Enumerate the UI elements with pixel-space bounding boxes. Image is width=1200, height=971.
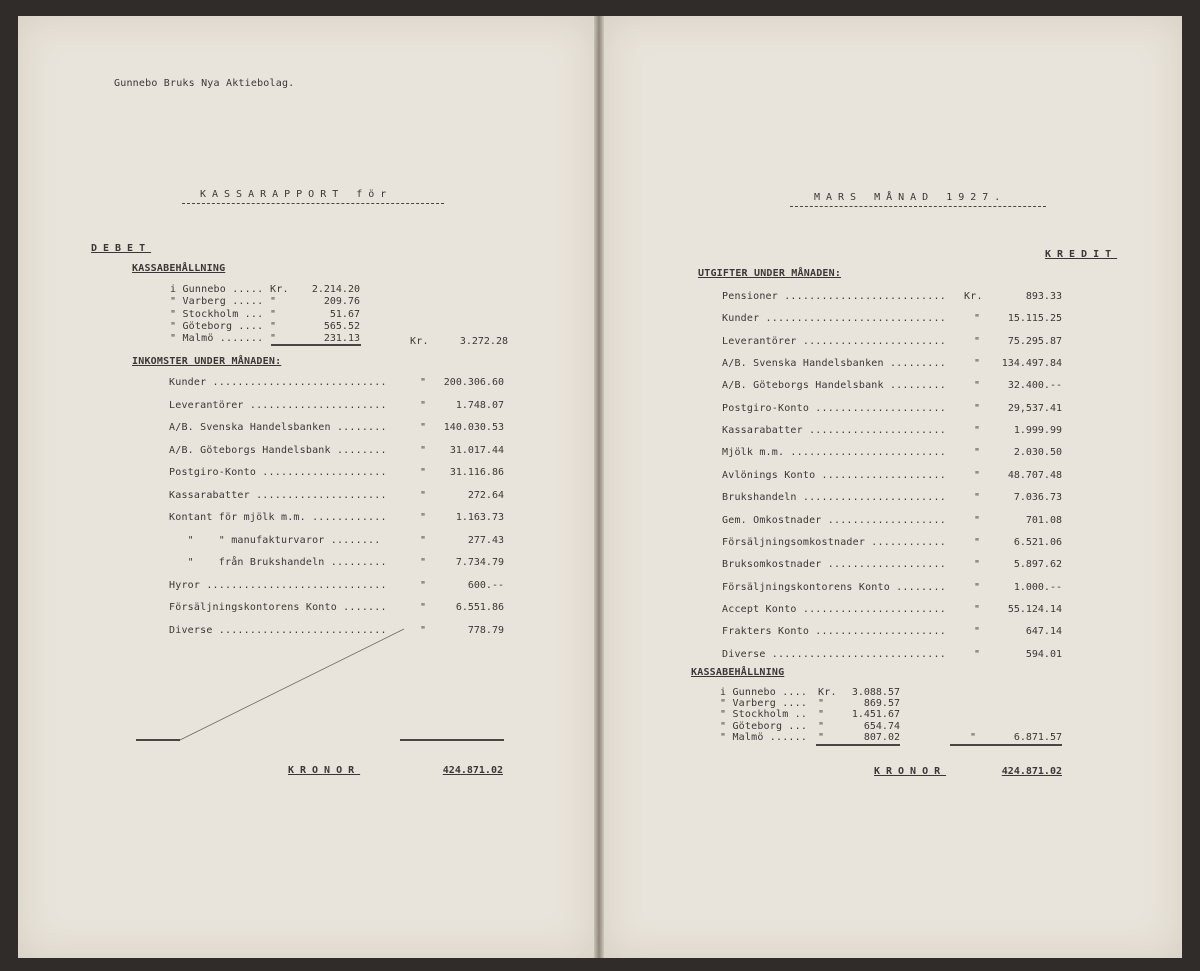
expense-row-value: 7.036.73 xyxy=(1013,492,1062,504)
closing-balance-location: " Stockholm .. xyxy=(720,709,808,721)
income-row-value: 1.748.07 xyxy=(455,399,504,411)
expense-row-value: 6.521.06 xyxy=(1013,536,1062,548)
expense-row-label: Försäljningskontorens Konto ........ xyxy=(722,581,946,593)
expense-row-label: Bruksomkostnader ................... xyxy=(722,559,946,571)
income-row-value: 6.551.86 xyxy=(455,602,504,613)
debet-heading: DEBET xyxy=(91,243,152,254)
income-row-ditto: " xyxy=(420,422,427,433)
expense-row-ditto: " xyxy=(974,313,981,325)
expense-row-ditto: " xyxy=(974,648,981,660)
expense-row-label: Postgiro-Konto ..................... xyxy=(722,402,946,414)
income-row-label: Kassarabatter ..................... xyxy=(169,489,387,501)
income-row-value: 277.43 xyxy=(467,534,504,546)
opening-balance-value: 565.52 xyxy=(323,320,360,332)
expense-row-value: 134.497.84 xyxy=(1001,358,1062,370)
expense-row-label: Avlönings Konto .................... xyxy=(722,469,946,481)
income-heading: INKOMSTER UNDER MÅNADEN: xyxy=(132,356,282,367)
expense-row-ditto: " xyxy=(974,626,981,638)
opening-total-value: 3.272.28 xyxy=(459,336,508,347)
opening-balance-value: 231.13 xyxy=(323,333,360,345)
closing-balance-prefix: " xyxy=(818,731,825,743)
opening-balance-value: 51.67 xyxy=(329,308,360,320)
opening-balance-prefix: " xyxy=(270,320,277,332)
expense-row-label: Kassarabatter ...................... xyxy=(722,425,946,437)
expense-row-value: 32.400.-- xyxy=(1007,380,1062,392)
income-row-value: 272.64 xyxy=(467,489,504,501)
left-page xyxy=(18,16,594,958)
income-row-value: 600.-- xyxy=(467,579,504,591)
opening-balance-prefix: Kr. xyxy=(270,284,289,295)
expense-row-ditto: " xyxy=(974,469,981,481)
expense-row-label: Mjölk m.m. ......................... xyxy=(722,447,946,459)
closing-balance-heading: KASSABEHÅLLNING xyxy=(691,667,785,678)
expense-row-ditto: " xyxy=(974,402,981,414)
right-page xyxy=(604,16,1182,958)
income-row-value: 7.734.79 xyxy=(455,557,504,568)
closing-balance-location: " Varberg .... xyxy=(720,698,808,710)
income-row-value: 778.79 xyxy=(467,624,504,636)
opening-balance-value: 209.76 xyxy=(323,296,360,308)
closing-total-value: 6.871.57 xyxy=(1013,732,1062,743)
company-name: Gunnebo Bruks Nya Aktiebolag. xyxy=(114,78,295,89)
opening-balance-value: 2.214.20 xyxy=(311,284,360,295)
expense-row-ditto: " xyxy=(974,358,981,370)
income-row-value: 31.116.86 xyxy=(449,467,504,478)
expense-row-label: Leverantörer ....................... xyxy=(722,335,946,347)
expense-row-label: A/B. Svenska Handelsbanken ......... xyxy=(722,358,946,370)
expense-row-label: Pensioner .......................... xyxy=(722,291,946,302)
expense-row-ditto: " xyxy=(974,492,981,504)
opening-balance-location: " Malmö ....... xyxy=(170,333,264,345)
kredit-total-label: KRONOR xyxy=(874,766,947,777)
closing-balance-prefix: " xyxy=(818,720,825,732)
income-row-label: Hyror ............................. xyxy=(169,579,387,591)
expense-row-value: 55.124.14 xyxy=(1007,603,1062,615)
closing-sum-rule-b xyxy=(950,744,1062,746)
income-row-value: 31.017.44 xyxy=(449,444,504,456)
expense-row-ditto: " xyxy=(974,514,981,526)
expense-row-ditto: " xyxy=(974,603,981,615)
income-row-ditto: " xyxy=(420,512,427,523)
expense-row-value: 29,537.41 xyxy=(1007,402,1062,414)
expense-row-value: 647.14 xyxy=(1025,626,1062,638)
income-row-ditto: " xyxy=(420,489,427,501)
income-row-label: A/B. Svenska Handelsbanken ........ xyxy=(169,422,387,433)
expense-row-value: 48.707.48 xyxy=(1007,469,1062,481)
income-row-value: 140.030.53 xyxy=(443,422,504,433)
expense-row-value: 701.08 xyxy=(1025,514,1062,526)
income-row-label: Kontant för mjölk m.m. ............ xyxy=(169,512,387,523)
expense-row-prefix: Kr. xyxy=(964,291,983,302)
page-fold xyxy=(594,16,604,958)
opening-balance-location: " Göteborg .... xyxy=(170,320,264,332)
expense-row-label: A/B. Göteborgs Handelsbank ......... xyxy=(722,380,946,392)
expense-row-ditto: " xyxy=(974,425,981,437)
expense-row-value: 75.295.87 xyxy=(1007,335,1062,347)
expense-row-ditto: " xyxy=(974,447,981,459)
closing-balance-value: 3.088.57 xyxy=(851,687,900,698)
opening-balance-location: i Gunnebo ..... xyxy=(170,284,264,295)
expense-row-value: 893.33 xyxy=(1025,291,1062,302)
income-row-label: " " manufakturvaror ........ xyxy=(169,534,381,546)
income-row-label: Försäljningskontorens Konto ....... xyxy=(169,602,387,613)
expense-row-label: Diverse ............................ xyxy=(722,648,946,660)
income-row-ditto: " xyxy=(420,624,427,636)
closing-balance-prefix: Kr. xyxy=(818,687,837,698)
expense-row-label: Brukshandeln ....................... xyxy=(722,492,946,504)
income-row-ditto: " xyxy=(420,534,427,546)
closing-balance-prefix: " xyxy=(818,698,825,710)
report-title-right: MARS MÅNAD 1927. xyxy=(814,192,1007,203)
opening-balance-heading: KASSABEHÅLLNING xyxy=(132,263,226,274)
income-row-ditto: " xyxy=(420,444,427,456)
closing-balance-prefix: " xyxy=(818,709,825,721)
expense-row-value: 594.01 xyxy=(1025,648,1062,660)
closing-balance-value: 654.74 xyxy=(863,720,900,732)
income-row-ditto: " xyxy=(420,377,427,388)
income-row-ditto: " xyxy=(420,557,427,568)
expense-row-value: 2.030.50 xyxy=(1013,447,1062,459)
expense-row-ditto: " xyxy=(974,380,981,392)
opening-balance-prefix: " xyxy=(270,333,277,345)
title-underline-right xyxy=(790,206,1046,207)
closing-sum-rule-a xyxy=(816,744,900,746)
kredit-total-value: 424.871.02 xyxy=(1001,766,1062,777)
income-row-ditto: " xyxy=(420,399,427,411)
cancel-stroke xyxy=(18,16,594,958)
expense-row-label: Försäljningsomkostnader ............ xyxy=(722,536,946,548)
income-row-ditto: " xyxy=(420,467,427,478)
expense-row-value: 1.000.-- xyxy=(1013,581,1062,593)
income-row-label: " från Brukshandeln ......... xyxy=(169,557,387,568)
closing-total-prefix: " xyxy=(970,732,977,743)
closing-balance-location: " Malmö ...... xyxy=(720,731,808,743)
income-row-label: Kunder ............................ xyxy=(169,377,387,388)
expense-row-ditto: " xyxy=(974,536,981,548)
opening-total-prefix: Kr. xyxy=(410,336,429,347)
closing-balance-value: 869.57 xyxy=(863,698,900,710)
income-row-ditto: " xyxy=(420,602,427,613)
debet-total-label: KRONOR xyxy=(288,765,361,776)
expense-row-ditto: " xyxy=(974,335,981,347)
debet-total-value: 424.871.02 xyxy=(442,765,503,776)
opening-balance-location: " Stockholm ... xyxy=(170,308,264,320)
expense-row-label: Kunder ............................. xyxy=(722,313,946,325)
expense-row-ditto: " xyxy=(974,581,981,593)
income-row-value: 1.163.73 xyxy=(455,512,504,523)
income-row-label: Postgiro-Konto .................... xyxy=(169,467,387,478)
closing-balance-value: 1.451.67 xyxy=(851,709,900,721)
left-sum-rule-b xyxy=(400,739,504,741)
opening-balance-prefix: " xyxy=(270,308,277,320)
expense-row-label: Gem. Omkostnader ................... xyxy=(722,514,946,526)
left-sum-rule-a xyxy=(136,739,180,741)
expense-row-label: Accept Konto ....................... xyxy=(722,603,946,615)
kredit-heading: KREDIT xyxy=(1045,249,1118,260)
income-row-ditto: " xyxy=(420,579,427,591)
expense-row-ditto: " xyxy=(974,559,981,571)
income-row-label: Leverantörer ...................... xyxy=(169,399,387,411)
report-title-left: KASSARAPPORT för xyxy=(200,189,393,200)
opening-balance-location: " Varberg ..... xyxy=(170,296,264,308)
expense-heading: UTGIFTER UNDER MÅNADEN: xyxy=(698,268,842,279)
expense-row-value: 5.897.62 xyxy=(1013,559,1062,571)
income-row-label: A/B. Göteborgs Handelsbank ........ xyxy=(169,444,387,456)
closing-balance-location: " Göteborg ... xyxy=(720,720,808,732)
expense-row-label: Frakters Konto ..................... xyxy=(722,626,946,638)
income-row-value: 200.306.60 xyxy=(443,377,504,388)
expense-row-value: 15.115.25 xyxy=(1007,313,1062,325)
income-row-label: Diverse ........................... xyxy=(169,624,387,636)
opening-balance-prefix: " xyxy=(270,296,277,308)
expense-row-value: 1.999.99 xyxy=(1013,425,1062,437)
closing-balance-location: i Gunnebo .... xyxy=(720,687,808,698)
closing-balance-value: 807.02 xyxy=(863,731,900,743)
